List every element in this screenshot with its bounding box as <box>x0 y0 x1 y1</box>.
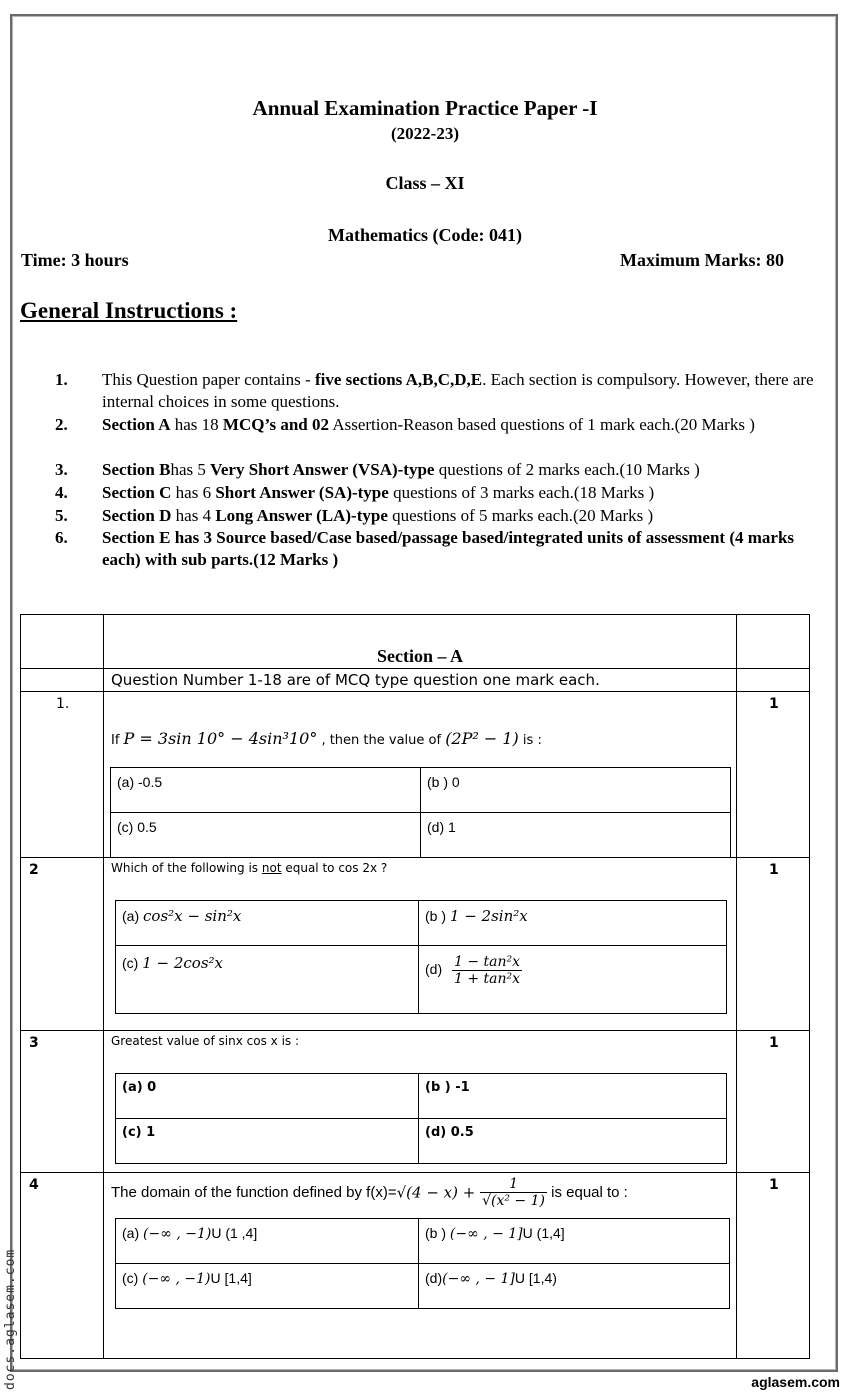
option-a[interactable]: (a) (−∞ , −1)U (1 ,4] <box>116 1219 419 1264</box>
option-c[interactable]: (c) (−∞ , −1)U [1,4] <box>116 1264 419 1309</box>
question-number: 1. <box>21 692 104 858</box>
instruction-item: 1. This Question paper contains - five sections A,B,C,D,E. Each section is compulsory. However, there are internal choices in some questions. <box>55 370 814 411</box>
session: (2022-23) <box>391 124 459 143</box>
question-marks: 1 <box>737 1031 810 1173</box>
option-c[interactable]: (c) 1 <box>116 1119 419 1164</box>
question-marks: 1 <box>737 692 810 858</box>
option-c[interactable]: (c) 0.5 <box>111 813 421 858</box>
option-a[interactable]: (a) cos²x − sin²x <box>116 901 419 946</box>
question-4-stem: The domain of the function defined by f(x)=√(4 − x) + $\frac{1}{\text{√(x² − 1)}}$ is equal to : <box>111 1176 628 1209</box>
question-marks: 1 <box>737 1173 810 1359</box>
section-note: Question Number 1-18 are of MCQ type question one mark each. <box>104 669 737 692</box>
question-1-options <box>110 767 731 858</box>
option-d[interactable]: (d) 0.5 <box>419 1119 727 1164</box>
footer-brand[interactable]: aglasem.com <box>751 1374 840 1390</box>
time-label: Time: 3 hours <box>21 250 129 270</box>
question-3-stem: Greatest value of sinx cos x is : <box>111 1034 300 1048</box>
option-b[interactable]: (b ) (−∞ , − 1]U (1,4] <box>419 1219 730 1264</box>
max-marks-label: Maximum Marks: 80 <box>620 250 784 270</box>
question-3-options <box>115 1073 727 1164</box>
instruction-item: 5. Section D has 4 Long Answer (LA)-type questions of 5 marks each.(20 Marks ) <box>55 506 654 525</box>
option-a[interactable]: (a) 0 <box>116 1074 419 1119</box>
section-title: Section – A <box>104 615 737 669</box>
paper-title: Annual Examination Practice Paper -I <box>252 96 598 120</box>
question-1-stem: If P = 3sin 10° − 4sin³10° , then the value of (2P² − 1) is : <box>111 729 542 748</box>
option-a[interactable]: (a) -0.5 <box>111 768 421 813</box>
question-2-options <box>115 900 727 1014</box>
option-d[interactable]: (d) $\frac{\text{1 − tan²x}}{\text{1 + tan²x}}$ <box>419 946 727 1014</box>
instructions-heading: General Instructions : <box>20 298 238 323</box>
question-marks: 1 <box>737 858 810 1031</box>
question-4-options <box>115 1218 730 1309</box>
class-label: Class – XI <box>385 173 465 193</box>
question-number: 4 <box>21 1173 104 1359</box>
instruction-item: 4. Section C has 6 Short Answer (SA)-type questions of 3 marks each.(18 Marks ) <box>55 483 655 502</box>
subject-label: Mathematics (Code: 041) <box>328 225 522 245</box>
option-d[interactable]: (d) 1 <box>421 813 731 858</box>
option-d[interactable]: (d)(−∞ , − 1]U [1,4) <box>419 1264 730 1309</box>
option-b[interactable]: (b ) 1 − 2sin²x <box>419 901 727 946</box>
option-b[interactable]: (b ) 0 <box>421 768 731 813</box>
question-number: 3 <box>21 1031 104 1173</box>
option-b[interactable]: (b ) -1 <box>419 1074 727 1119</box>
instruction-item: 6. Section E has 3 Source based/Case based/passage based/integrated units of assessment (4 marks each) with sub parts.(12 Marks ) <box>55 528 795 569</box>
instruction-item: 2. Section A has 18 MCQ’s and 02 Assertion-Reason based questions of 1 mark each.(20 Marks ) <box>55 415 755 434</box>
side-watermark: docs.aglasem.com <box>3 1248 18 1390</box>
option-c[interactable]: (c) 1 − 2cos²x <box>116 946 419 1014</box>
table-note-row <box>21 669 810 692</box>
question-number: 2 <box>21 858 104 1031</box>
table-header-row <box>21 615 810 669</box>
instruction-item: 3. Section Bhas 5 Very Short Answer (VSA)-type questions of 2 marks each.(10 Marks ) <box>55 460 700 479</box>
question-2-stem: Which of the following is not equal to cos 2x ? <box>111 861 388 875</box>
